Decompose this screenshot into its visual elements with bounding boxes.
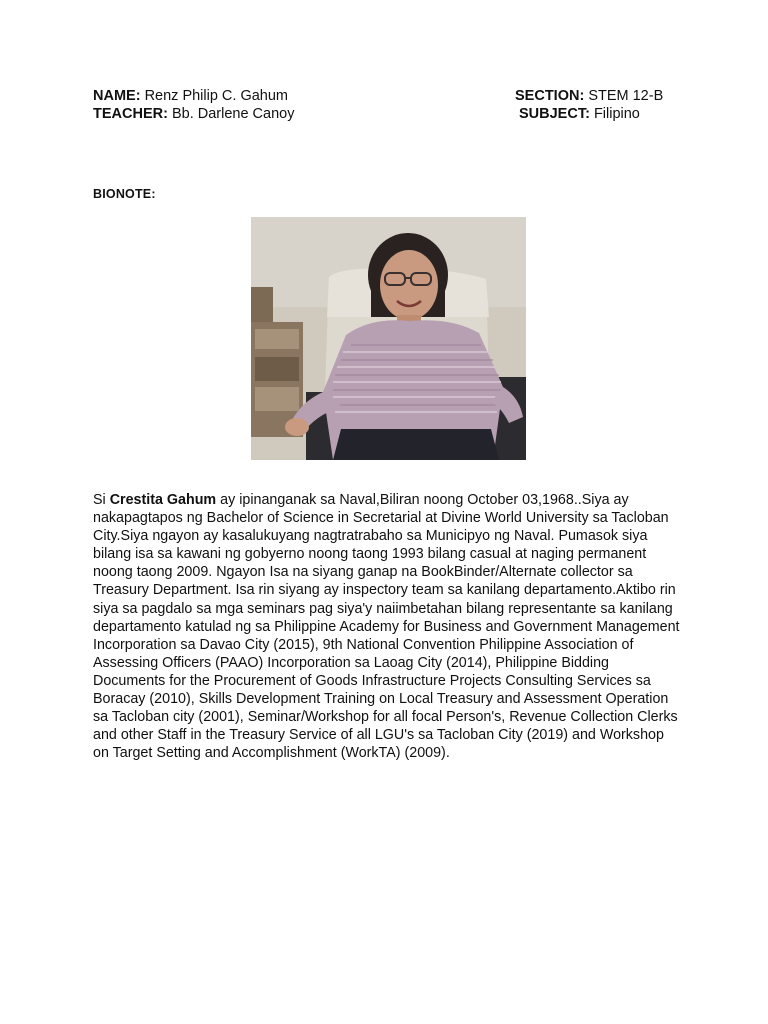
section-field [515,87,663,105]
section-value: STEM 12-B [588,88,664,104]
subject-label: SUBJECT: [519,106,590,122]
name-label: NAME: [93,88,141,104]
bionote-heading: BIONOTE: [93,187,156,201]
name-field [93,87,288,105]
subject-field [519,105,640,123]
teacher-field [93,105,294,123]
section-label: SECTION: [515,88,585,104]
portrait-photo [251,217,526,460]
subject-value: Filipino [593,106,640,122]
bio-body: ay ipinanganak sa Naval,Biliran noong October 03,1968..Siya ay nakapagtapos ng Bachelor of Science in Secretarial at Divine World University sa Tacloban City.Siya ngayon ay kasalukuyang nagtratrabaho sa Municipyo ng Naval. Pumasok siya bilang isa sa kawani ng gobyerno noong taong 1993 bilang casual at naging permanent noong taong 2009. Ngayon Isa na siyang ganap na BookBinder/Alternate collector sa Treasury Department. Isa rin siyang ay inspectory team sa kanilang departamento.Aktibo rin siya sa pagdalo sa mga seminars pag siya'y naiimbetahan bilang representante sa kanilang departamento katulad ng sa Philippine Academy for Business and Government Management Incorporation sa Davao City (2015), 9th National Convention Philippine Association of Assessing Officers (PAAO) Incorporation sa Laoag City (2014), Philippine Bidding Documents for the Procurement of Goods Infrastructure Projects Consulting Services sa Boracay (2010), Skills Development Training on Local Treasury and Assessment Operation sa Tacloban city (2001), Seminar/Workshop for all focal Person's, Revenue Collection Clerks and other Staff in the Treasury Service of all LGU's sa Tacloban City (2019) and Workshop on Target Setting and Accomplishment (WorkTA) (2009). [93,492,680,762]
name-value: Renz Philip C. Gahum [144,88,289,104]
teacher-label: TEACHER: [93,106,168,122]
teacher-value: Bb. Darlene Canoy [171,106,295,122]
bio-prefix: Si [93,492,110,508]
bionote-paragraph [93,491,683,762]
bio-subject-name: Crestita Gahum [109,492,217,508]
